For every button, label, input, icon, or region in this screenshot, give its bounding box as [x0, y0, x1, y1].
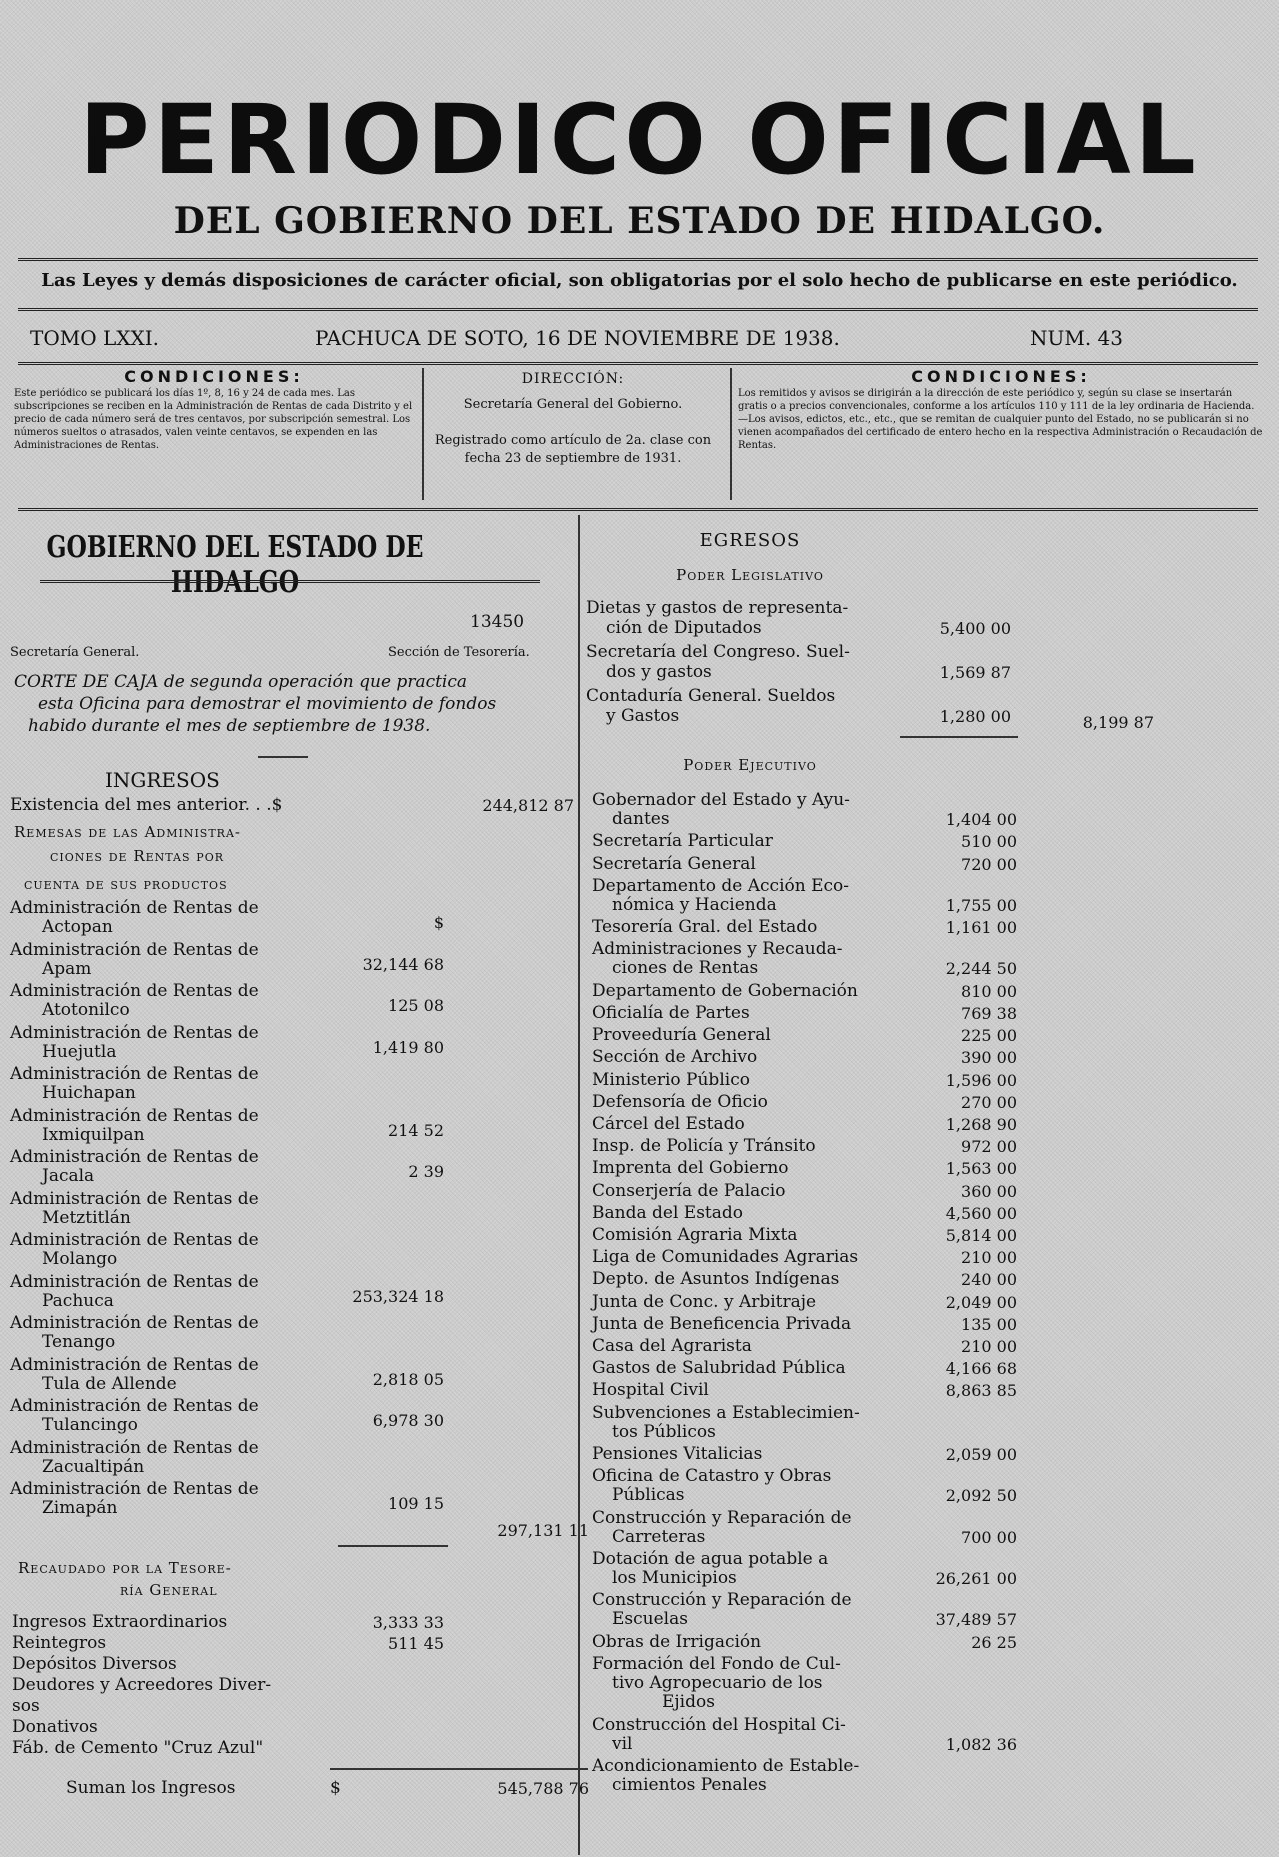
ingresos-heading: INGRESOS: [105, 768, 220, 792]
tomo-label: TOMO LXXI.: [30, 326, 159, 350]
admin-item-place: Metztitlán: [42, 1207, 131, 1228]
conditions-left-title: CONDICIONES:: [124, 370, 304, 386]
recaudado-line-1: Recaudado por la Tesore-: [18, 1559, 232, 1577]
remesas-line-3: cuenta de sus productos: [24, 875, 228, 893]
admin-item-place: Zacualtipán: [42, 1456, 145, 1477]
ejecutivo-item-line-1: Depto. de Asuntos Indígenas: [592, 1269, 840, 1290]
ejecutivo-item-line-1: Junta de Beneficencia Privada: [592, 1313, 852, 1334]
ejecutivo-item-amount: 4,166 68: [945, 1359, 1017, 1379]
ejecutivo-item-line-1: Tesorería Gral. del Estado: [592, 917, 818, 938]
department: Sección de Tesorería.: [388, 645, 530, 660]
document-number: 13450: [470, 612, 525, 632]
conditions-right-text: Los remitidos y avisos se dirigirán a la dirección de este periódico y, según su clase se insertarán gratis o a precios convencionales, conforme a los artículos 110 y 111 de la ley ordinaria de Hacienda.—Los avisos, edictos, etc., etc., que se remitan de cualquier punto del Estado, no se publicarán si no vienen acompañados del certificado de entero hecho en la respectiva Administración o Recaudación de Rentas.: [738, 388, 1263, 451]
ejecutivo-item-line-2: Carreteras: [612, 1526, 706, 1547]
ejecutivo-item-line-1: Imprenta del Gobierno: [592, 1158, 789, 1179]
admin-item-place: Atotonilco: [42, 1000, 130, 1020]
admin-item-place: Tenango: [42, 1332, 116, 1352]
ejecutivo-item-line-1: Formación del Fondo de Cul-: [592, 1654, 841, 1674]
ejecutivo-item-line-1: Subvenciones a Establecimien-: [592, 1402, 860, 1423]
ejecutivo-item-line-1: Gastos de Salubridad Pública: [592, 1358, 846, 1379]
admin-item-amount: 32,144 68: [362, 954, 444, 974]
from-office: Secretaría General.: [10, 645, 140, 660]
intro-line-2: esta Oficina para demostrar el movimiento de fondos: [38, 694, 497, 714]
legislativo-item-amount: 1,569 87: [939, 663, 1011, 682]
direction-title: DIRECCIÓN:: [521, 371, 625, 387]
ejecutivo-item-amount: 225 00: [961, 1026, 1017, 1046]
ejecutivo-item-line-2: cimientos Penales: [612, 1775, 767, 1795]
ejecutivo-item-line-2: ciones de Rentas: [612, 958, 759, 979]
ejecutivo-item-line-1: Construcción del Hospital Ci-: [592, 1714, 846, 1735]
admin-item-amount: $: [433, 913, 444, 932]
ejecutivo-item-amount: 4,560 00: [945, 1203, 1017, 1223]
ejecutivo-item-amount: 720 00: [961, 854, 1017, 874]
admin-item-amount: 6,978 30: [372, 1411, 444, 1430]
ejecutivo-item-amount: 210 00: [961, 1248, 1017, 1268]
suman-currency: $: [330, 1778, 341, 1798]
egresos-heading: EGRESOS: [699, 530, 801, 551]
remesas-line-1: Remesas de las Administra-: [14, 823, 241, 841]
admin-item-line-1: Administración de Rentas de: [10, 1064, 259, 1084]
admin-item-amount: 109 15: [388, 1494, 444, 1513]
admin-item-line-1: Administración de Rentas de: [10, 1396, 259, 1416]
section-title: GOBIERNO DEL ESTADO DE HIDALGO: [46, 530, 424, 600]
admin-item-line-1: Administración de Rentas de: [10, 1188, 259, 1209]
admin-item-place: Tulancingo: [42, 1415, 138, 1435]
admin-item-place: Molango: [42, 1249, 118, 1269]
ejecutivo-item-line-3: Ejidos: [662, 1692, 715, 1712]
recaudado-item: Ingresos Extraordinarios: [12, 1612, 228, 1632]
ejecutivo-item-line-1: Secretaría Particular: [592, 831, 773, 852]
legislativo-item-amount: 5,400 00: [939, 619, 1011, 638]
admin-item-amount: 1,419 80: [372, 1037, 444, 1057]
ejecutivo-item-amount: 700 00: [961, 1527, 1017, 1547]
conditions-left-text: Este periódico se publicará los días 1º, 8, 16 y 24 de cada mes. Las subscripciones se reciben en la Administración de Rentas de cada Distrito y el precio de cada número será de tres centavos, por subscripción semestral. Los números sueltos o atrasados, valen veinte centavos, se expenden en las Administraciones de Rentas.: [14, 388, 413, 451]
admin-item-place: Actopan: [42, 917, 113, 937]
ejecutivo-item-line-1: Construcción y Reparación de: [592, 1590, 852, 1611]
ejecutivo-item-line-1: Acondicionamiento de Estable-: [592, 1756, 860, 1776]
ejecutivo-item-line-1: Sección de Archivo: [592, 1047, 758, 1068]
ejecutivo-item-amount: 1,596 00: [945, 1070, 1017, 1090]
legislativo-item-line-1: Dietas y gastos de representa-: [586, 598, 849, 618]
ejecutivo-item-line-1: Oficina de Catastro y Obras: [592, 1466, 832, 1487]
admin-item-amount: 253,324 18: [352, 1286, 444, 1306]
existencia-label: Existencia del mes anterior. . .$: [10, 795, 283, 815]
ejecutivo-item-line-2: tivo Agropecuario de los: [612, 1673, 823, 1693]
admin-item-line-1: Administración de Rentas de: [10, 981, 259, 1001]
ejecutivo-item-line-1: Defensoría de Oficio: [592, 1091, 768, 1112]
ejecutivo-item-amount: 2,049 00: [945, 1292, 1017, 1312]
legislativo-item-line-1: Secretaría del Congreso. Suel-: [586, 642, 850, 662]
recaudado-item: Reintegros: [12, 1633, 107, 1653]
legislativo-item-line-2: ción de Diputados: [606, 618, 762, 638]
admin-item-place: Zimapán: [42, 1498, 118, 1518]
admin-item-line-1: Administración de Rentas de: [10, 939, 259, 960]
admin-total: 297,131 11: [497, 1521, 589, 1540]
legislativo-total: 8,199 87: [1082, 713, 1154, 732]
direction-box: [428, 370, 718, 500]
admin-item-line-1: Administración de Rentas de: [10, 1230, 259, 1250]
ejecutivo-item-line-1: Insp. de Policía y Tránsito: [592, 1136, 816, 1157]
divider: [730, 368, 732, 500]
admin-item-place: Huejutla: [42, 1041, 117, 1062]
ejecutivo-item-line-1: Proveeduría General: [592, 1025, 771, 1046]
intro-line-3: habido durante el mes de septiembre de 1938.: [28, 716, 431, 736]
admin-item-line-1: Administración de Rentas de: [10, 1437, 259, 1458]
admin-item-place: Apam: [42, 958, 92, 979]
column-divider: [578, 515, 580, 1855]
divider: [422, 368, 424, 500]
admin-item-line-1: Administración de Rentas de: [10, 898, 259, 918]
ejecutivo-item-line-1: Dotación de agua potable a: [592, 1549, 829, 1569]
total-rule: [330, 1768, 588, 1770]
ejecutivo-item-line-2: tos Públicos: [612, 1421, 716, 1442]
recaudado-line-2: ría General: [120, 1581, 218, 1599]
ejecutivo-item-amount: 135 00: [961, 1314, 1017, 1334]
ejecutivo-item-amount: 1,563 00: [945, 1159, 1017, 1179]
ejecutivo-item-line-2: nómica y Hacienda: [612, 894, 777, 915]
existencia-amount: 244,812 87: [482, 796, 574, 815]
recaudado-item: Fáb. de Cemento "Cruz Azul": [12, 1738, 264, 1758]
subtotal-rule: [338, 1545, 448, 1547]
recaudado-amount: 3,333 33: [372, 1613, 444, 1632]
ejecutivo-heading: Poder Ejecutivo: [683, 756, 817, 774]
legislativo-item-amount: 1,280 00: [939, 707, 1011, 726]
admin-item-place: Ixmiquilpan: [42, 1124, 145, 1145]
ejecutivo-item-line-1: Liga de Comunidades Agrarias: [592, 1247, 859, 1268]
ejecutivo-item-amount: 5,814 00: [945, 1226, 1017, 1245]
ejecutivo-item-line-1: Obras de Irrigación: [592, 1631, 762, 1652]
ejecutivo-item-line-1: Gobernador del Estado y Ayu-: [592, 790, 850, 810]
recaudado-amount: 511 45: [388, 1634, 444, 1653]
divider: [18, 508, 1258, 511]
divider: [18, 308, 1258, 311]
ejecutivo-item-amount: 360 00: [961, 1181, 1017, 1201]
admin-item-line-1: Administración de Rentas de: [10, 1147, 259, 1167]
admin-item-place: Huichapan: [42, 1083, 136, 1103]
ejecutivo-item-line-2: Públicas: [612, 1485, 685, 1506]
ejecutivo-item-line-2: dantes: [612, 809, 670, 829]
ejecutivo-item-line-1: Conserjería de Palacio: [592, 1180, 786, 1201]
ejecutivo-item-amount: 270 00: [961, 1092, 1017, 1112]
ejecutivo-item-amount: 37,489 57: [935, 1610, 1017, 1630]
ejecutivo-item-amount: 210 00: [961, 1337, 1017, 1356]
legislativo-item-line-2: y Gastos: [606, 706, 680, 726]
suman-amount: 545,788 76: [497, 1779, 589, 1798]
ejecutivo-item-line-1: Pensiones Vitalicias: [592, 1444, 763, 1464]
remesas-line-2: ciones de Rentas por: [50, 847, 224, 865]
ejecutivo-item-line-1: Comisión Agraria Mixta: [592, 1225, 798, 1245]
ejecutivo-item-amount: 240 00: [961, 1270, 1017, 1290]
ejecutivo-item-line-1: Departamento de Acción Eco-: [592, 875, 850, 896]
admin-item-place: Pachuca: [42, 1290, 114, 1311]
ejecutivo-item-amount: 769 38: [961, 1004, 1017, 1023]
legislativo-item-line-1: Contaduría General. Sueldos: [586, 686, 836, 706]
admin-item-amount: 2 39: [408, 1162, 444, 1181]
ejecutivo-item-amount: 972 00: [961, 1137, 1017, 1157]
dateline: PACHUCA DE SOTO, 16 DE NOVIEMBRE DE 1938.: [315, 326, 840, 350]
direction-registered: Registrado como artículo de 2a. clase con fecha 23 de septiembre de 1931.: [434, 433, 712, 466]
ejecutivo-item-amount: 2,244 50: [945, 959, 1017, 979]
ejecutivo-item-line-1: Construcción y Reparación de: [592, 1507, 852, 1528]
intro-line-1: CORTE DE CAJA de segunda operación que practica: [14, 672, 468, 692]
ejecutivo-item-line-1: Ministerio Público: [592, 1069, 750, 1090]
ejecutivo-item-line-1: Oficialía de Partes: [592, 1003, 750, 1023]
ejecutivo-item-line-2: Escuelas: [612, 1609, 688, 1630]
ejecutivo-item-amount: 1,268 90: [945, 1115, 1017, 1134]
legal-notice: Las Leyes y demás disposiciones de carácter oficial, son obligatorias por el solo hecho de publicarse en este periódico.: [41, 270, 1238, 291]
legislativo-item-line-2: dos y gastos: [606, 662, 712, 682]
ejecutivo-item-amount: 1,404 00: [945, 810, 1017, 829]
masthead-subtitle: DEL GOBIERNO DEL ESTADO DE HIDALGO.: [173, 200, 1106, 242]
admin-item-place: Jacala: [42, 1166, 95, 1186]
divider: [258, 756, 308, 758]
admin-item-amount: 214 52: [388, 1120, 444, 1140]
recaudado-item: Deudores y Acreedores Diver-: [12, 1675, 272, 1695]
conditions-left: [14, 370, 414, 500]
divider: [18, 362, 1258, 365]
ejecutivo-item-amount: 1,755 00: [945, 895, 1017, 915]
ejecutivo-item-line-1: Casa del Agrarista: [592, 1336, 752, 1356]
ejecutivo-item-line-1: Hospital Civil: [592, 1380, 709, 1401]
masthead: PERIODICO OFICIAL: [79, 84, 1200, 196]
ejecutivo-item-amount: 26 25: [971, 1632, 1017, 1652]
ejecutivo-item-line-1: Departamento de Gobernación: [592, 980, 858, 1001]
divider: [40, 580, 540, 583]
recaudado-item: Donativos: [12, 1717, 98, 1737]
ejecutivo-item-amount: 1,082 36: [945, 1734, 1017, 1754]
admin-item-place: Tula de Allende: [42, 1373, 177, 1394]
ejecutivo-item-amount: 2,092 50: [945, 1486, 1017, 1506]
admin-item-line-1: Administración de Rentas de: [10, 1271, 259, 1292]
subtotal-rule: [900, 736, 1018, 738]
ejecutivo-item-amount: 1,161 00: [945, 918, 1017, 938]
legislativo-heading: Poder Legislativo: [676, 566, 824, 584]
recaudado-item: sos: [12, 1696, 40, 1716]
ejecutivo-item-line-1: Secretaría General: [592, 853, 756, 874]
admin-item-amount: 2,818 05: [372, 1369, 444, 1389]
ejecutivo-item-line-2: vil: [612, 1733, 633, 1754]
conditions-right-title: CONDICIONES:: [911, 370, 1091, 386]
recaudado-item: Depósitos Diversos: [12, 1654, 177, 1674]
ejecutivo-item-amount: 510 00: [961, 832, 1017, 852]
ejecutivo-item-line-1: Banda del Estado: [592, 1202, 743, 1223]
admin-item-line-1: Administración de Rentas de: [10, 1105, 259, 1126]
admin-item-line-1: Administración de Rentas de: [10, 1313, 259, 1333]
admin-item-line-1: Administración de Rentas de: [10, 1022, 259, 1043]
ejecutivo-item-line-1: Junta de Conc. y Arbitraje: [592, 1291, 817, 1312]
suman-label: Suman los Ingresos: [66, 1778, 236, 1798]
admin-item-line-1: Administración de Rentas de: [10, 1479, 259, 1499]
issue-number: NUM. 43: [1030, 326, 1123, 350]
ejecutivo-item-amount: 2,059 00: [945, 1445, 1017, 1464]
admin-item-amount: 125 08: [388, 996, 444, 1015]
ejecutivo-item-amount: 390 00: [961, 1048, 1017, 1068]
admin-item-line-1: Administración de Rentas de: [10, 1354, 259, 1375]
ejecutivo-item-line-2: los Municipios: [612, 1568, 737, 1588]
ejecutivo-item-amount: 26,261 00: [935, 1569, 1017, 1588]
ejecutivo-item-amount: 810 00: [961, 981, 1017, 1001]
ejecutivo-item-line-1: Cárcel del Estado: [592, 1114, 745, 1134]
ejecutivo-item-amount: 8,863 85: [945, 1381, 1017, 1401]
conditions-right: [738, 370, 1264, 500]
direction-office: Secretaría General del Gobierno.: [463, 397, 683, 412]
divider: [18, 258, 1258, 261]
ejecutivo-item-line-1: Administraciones y Recauda-: [592, 939, 843, 960]
